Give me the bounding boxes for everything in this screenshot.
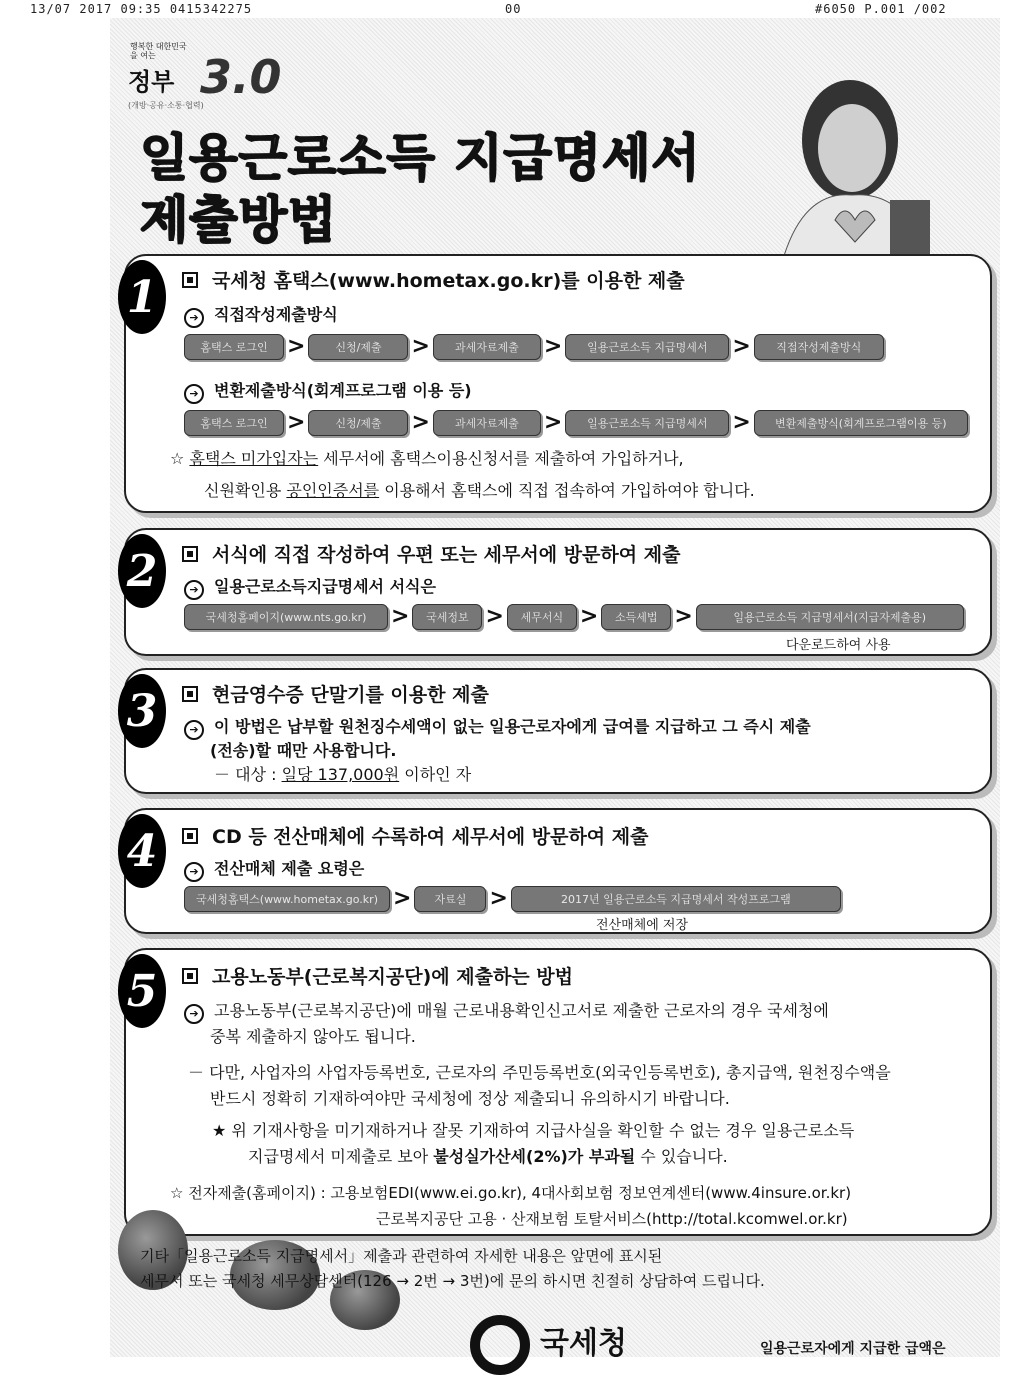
footer-line: 기타「일용근로소득 지급명세서」제출과 관련하여 자세한 내용은 앞면에 표시된	[140, 1247, 663, 1265]
gov-tagline: 행복한 대한민국을 여는	[130, 42, 187, 60]
section-number-badge: 4	[118, 814, 166, 888]
arrow-circle-icon: ➔	[184, 308, 204, 328]
flow-step: 과세자료제출	[433, 334, 541, 360]
flow-step: 소득세법	[601, 604, 671, 630]
gov3-logo	[128, 42, 282, 122]
checkbox-square-icon	[182, 828, 198, 844]
body-text: 지급명세서 미제출로 보아	[248, 1147, 434, 1166]
body-text: 이하인 자	[399, 765, 472, 784]
section-number-badge: 2	[118, 534, 166, 608]
method-label	[184, 574, 436, 599]
woman-heart-photo	[740, 70, 990, 270]
note-line	[204, 478, 755, 501]
flow-step: 일용근로소득 지급명세서	[565, 410, 729, 436]
page-title-line2: 제출방법	[140, 191, 338, 249]
e-submit-line: 근로복지공단 고용 · 산재보험 토탈서비스(http://total.kcomwel.or.kr)	[376, 1210, 848, 1228]
body-line: (전송)할 때만 사용합니다.	[210, 741, 397, 760]
body-text: 전자제출(홈페이지) : 고용보험EDI(www.ei.go.kr), 4대사회보험 정보연계센터(www.4insure.or.kr)	[188, 1184, 852, 1202]
chevron-right-icon: >	[391, 604, 410, 629]
section-heading	[182, 680, 489, 707]
chevron-right-icon: >	[543, 410, 563, 435]
chevron-right-icon: >	[287, 410, 306, 435]
page-title-line1: 일용근로소득 지급명세서	[140, 129, 701, 187]
chevron-right-icon: >	[411, 334, 430, 359]
arrow-circle-icon: ➔	[184, 1004, 204, 1024]
body-text: － 대상 :	[214, 765, 282, 784]
flow-step: 일용근로소득 지급명세서	[565, 334, 729, 360]
chevron-right-icon: >	[287, 334, 306, 359]
body-line: － 다만, 사업자의 사업자등록번호, 근로자의 주민등록번호(외국인등록번호), 총지급액, 원천징수액을	[188, 1063, 891, 1082]
footer-line: 세무서 또는 국세청 세무상담센터(126 → 2번 → 3번)에 문의 하시면 친절히 상담하여 드립니다.	[140, 1272, 765, 1290]
warning-line	[248, 1144, 728, 1167]
flow-step: 국세청홈페이지(www.nts.go.kr)	[184, 604, 388, 630]
method-label	[184, 302, 338, 327]
method-label	[184, 856, 364, 881]
body-text: 고용노동부(근로복지공단)에 매월 근로내용확인신고서로 제출한 근로자의 경우 국세청에	[214, 1001, 829, 1020]
bottom-right-text: 일용근로자에게 지급한 급액은	[760, 1341, 946, 1357]
checkbox-square-icon	[182, 546, 198, 562]
chevron-right-icon: >	[732, 334, 751, 359]
e-submit-line	[170, 1182, 851, 1203]
body-line	[184, 714, 811, 739]
flow-step: 2017년 일용근로소득 지급명세서 작성프로그램	[511, 886, 841, 912]
chevron-right-icon: >	[674, 604, 693, 629]
arrow-circle-icon: ➔	[184, 862, 204, 882]
chevron-right-icon: >	[485, 604, 504, 629]
section-heading-text: 현금영수증 단말기를 이용한 제출	[212, 684, 489, 706]
arrow-circle-icon: ➔	[184, 384, 204, 404]
checkbox-square-icon	[182, 968, 198, 984]
section-3	[124, 668, 992, 794]
flow-note: 전산매체에 저장	[596, 918, 689, 933]
nts-emblem-icon	[470, 1315, 530, 1375]
flow-step: 국세청홈택스(www.hometax.go.kr)	[184, 886, 390, 912]
section-heading	[182, 962, 573, 989]
note-emphasis: 공인인증서를	[286, 481, 380, 500]
flow-step: 신청/제출	[308, 410, 408, 436]
section-number-badge: 3	[118, 674, 166, 748]
flow-note: 다운로드하여 사용	[786, 638, 891, 653]
section-heading	[182, 540, 680, 567]
fax-header-center: 00	[505, 2, 522, 16]
chevron-right-icon: >	[543, 334, 563, 359]
chevron-right-icon: >	[393, 886, 412, 911]
note-text: 신원확인용	[204, 481, 287, 500]
method-label-text: 일용근로소득지급명세서 서식은	[214, 577, 436, 596]
section-1	[124, 254, 992, 513]
warning-line: ★ 위 기재사항을 미기재하거나 잘못 기재하여 지급사실을 확인할 수 없는 경우 일용근로소득	[212, 1121, 855, 1140]
flow-step: 홈택스 로그인	[184, 410, 284, 436]
agency-name: 국세청	[540, 1326, 627, 1361]
chevron-right-icon: >	[489, 886, 508, 911]
gov-version: 3.0	[200, 50, 282, 104]
method-label-text: 직접작성제출방식	[214, 305, 338, 324]
flow-form-download	[184, 604, 964, 630]
note-text: 이용해서 홈택스에 직접 접속하여 가입하여야 합니다.	[379, 481, 755, 500]
method-label-text: 전산매체 제출 요령은	[214, 859, 365, 878]
arrow-circle-icon: ➔	[184, 720, 204, 740]
flow-direct	[184, 334, 884, 360]
flow-step: 홈택스 로그인	[184, 334, 284, 360]
body-line: 반드시 정확히 기재하여야만 국세청에 정상 제출되니 유의하시기 바랍니다.	[210, 1089, 730, 1108]
body-line	[184, 998, 829, 1023]
fax-header-left: 13/07 2017 09:35 0415342275	[30, 2, 253, 16]
body-emphasis: 일당 137,000원	[281, 765, 400, 784]
flow-step: 일용근로소득 지급명세서(지급자제출용)	[696, 604, 964, 630]
method-label	[184, 378, 472, 403]
star-arrow-icon: ☆	[170, 1184, 189, 1202]
flow-step: 세무서식	[507, 604, 577, 630]
section-heading-text: 국세청 홈택스(www.hometax.go.kr)를 이용한 제출	[212, 270, 685, 292]
arrow-circle-icon: ➔	[184, 580, 204, 600]
flow-convert	[184, 410, 968, 436]
chevron-right-icon: >	[732, 410, 751, 435]
checkbox-square-icon	[182, 272, 198, 288]
section-heading-text: 고용노동부(근로복지공단)에 제출하는 방법	[212, 966, 573, 988]
section-heading-text: 서식에 직접 작성하여 우편 또는 세무서에 방문하여 제출	[212, 544, 681, 566]
flow-media	[184, 886, 841, 912]
section-5	[124, 948, 992, 1236]
section-number-badge: 5	[118, 954, 166, 1028]
method-label-text: 변환제출방식(회계프로그램 이용 등)	[214, 381, 472, 400]
body-line: 중복 제출하지 않아도 됩니다.	[210, 1027, 416, 1046]
gov-motto: (개방·공유·소통·협력)	[128, 101, 204, 110]
target-line	[214, 762, 471, 785]
body-text: 이 방법은 납부할 원천징수세액이 없는 일용근로자에게 급여를 지급하고 그 즉시 제출	[214, 717, 811, 736]
flow-step: 신청/제출	[308, 334, 408, 360]
flow-step: 변환제출방식(회계프로그램이용 등)	[754, 410, 968, 436]
star-arrow-icon: ☆	[170, 449, 185, 468]
flow-step: 자료실	[414, 886, 486, 912]
gov-name: 정부	[128, 68, 175, 96]
section-2	[124, 528, 992, 656]
note-emphasis: 홈택스 미가입자는	[189, 449, 319, 468]
section-heading	[182, 822, 649, 849]
flow-step: 과세자료제출	[433, 410, 541, 436]
body-emphasis: 불성실가산세(2%)가 부과될	[433, 1147, 636, 1166]
note-line	[170, 446, 684, 469]
checkbox-square-icon	[182, 686, 198, 702]
section-heading	[182, 266, 685, 293]
flow-step: 직접작성제출방식	[754, 334, 884, 360]
body-text: 수 있습니다.	[635, 1147, 728, 1166]
flow-step: 국세정보	[412, 604, 482, 630]
section-4	[124, 808, 992, 934]
section-heading-text: CD 등 전산매체에 수록하여 세무서에 방문하여 제출	[212, 826, 649, 848]
chevron-right-icon: >	[411, 410, 430, 435]
fax-header-right: #6050 P.001 /002	[815, 2, 947, 16]
note-text: 세무서에 홈택스이용신청서를 제출하여 가입하거나,	[318, 449, 684, 468]
chevron-right-icon: >	[579, 604, 599, 629]
section-number-badge: 1	[118, 260, 166, 334]
